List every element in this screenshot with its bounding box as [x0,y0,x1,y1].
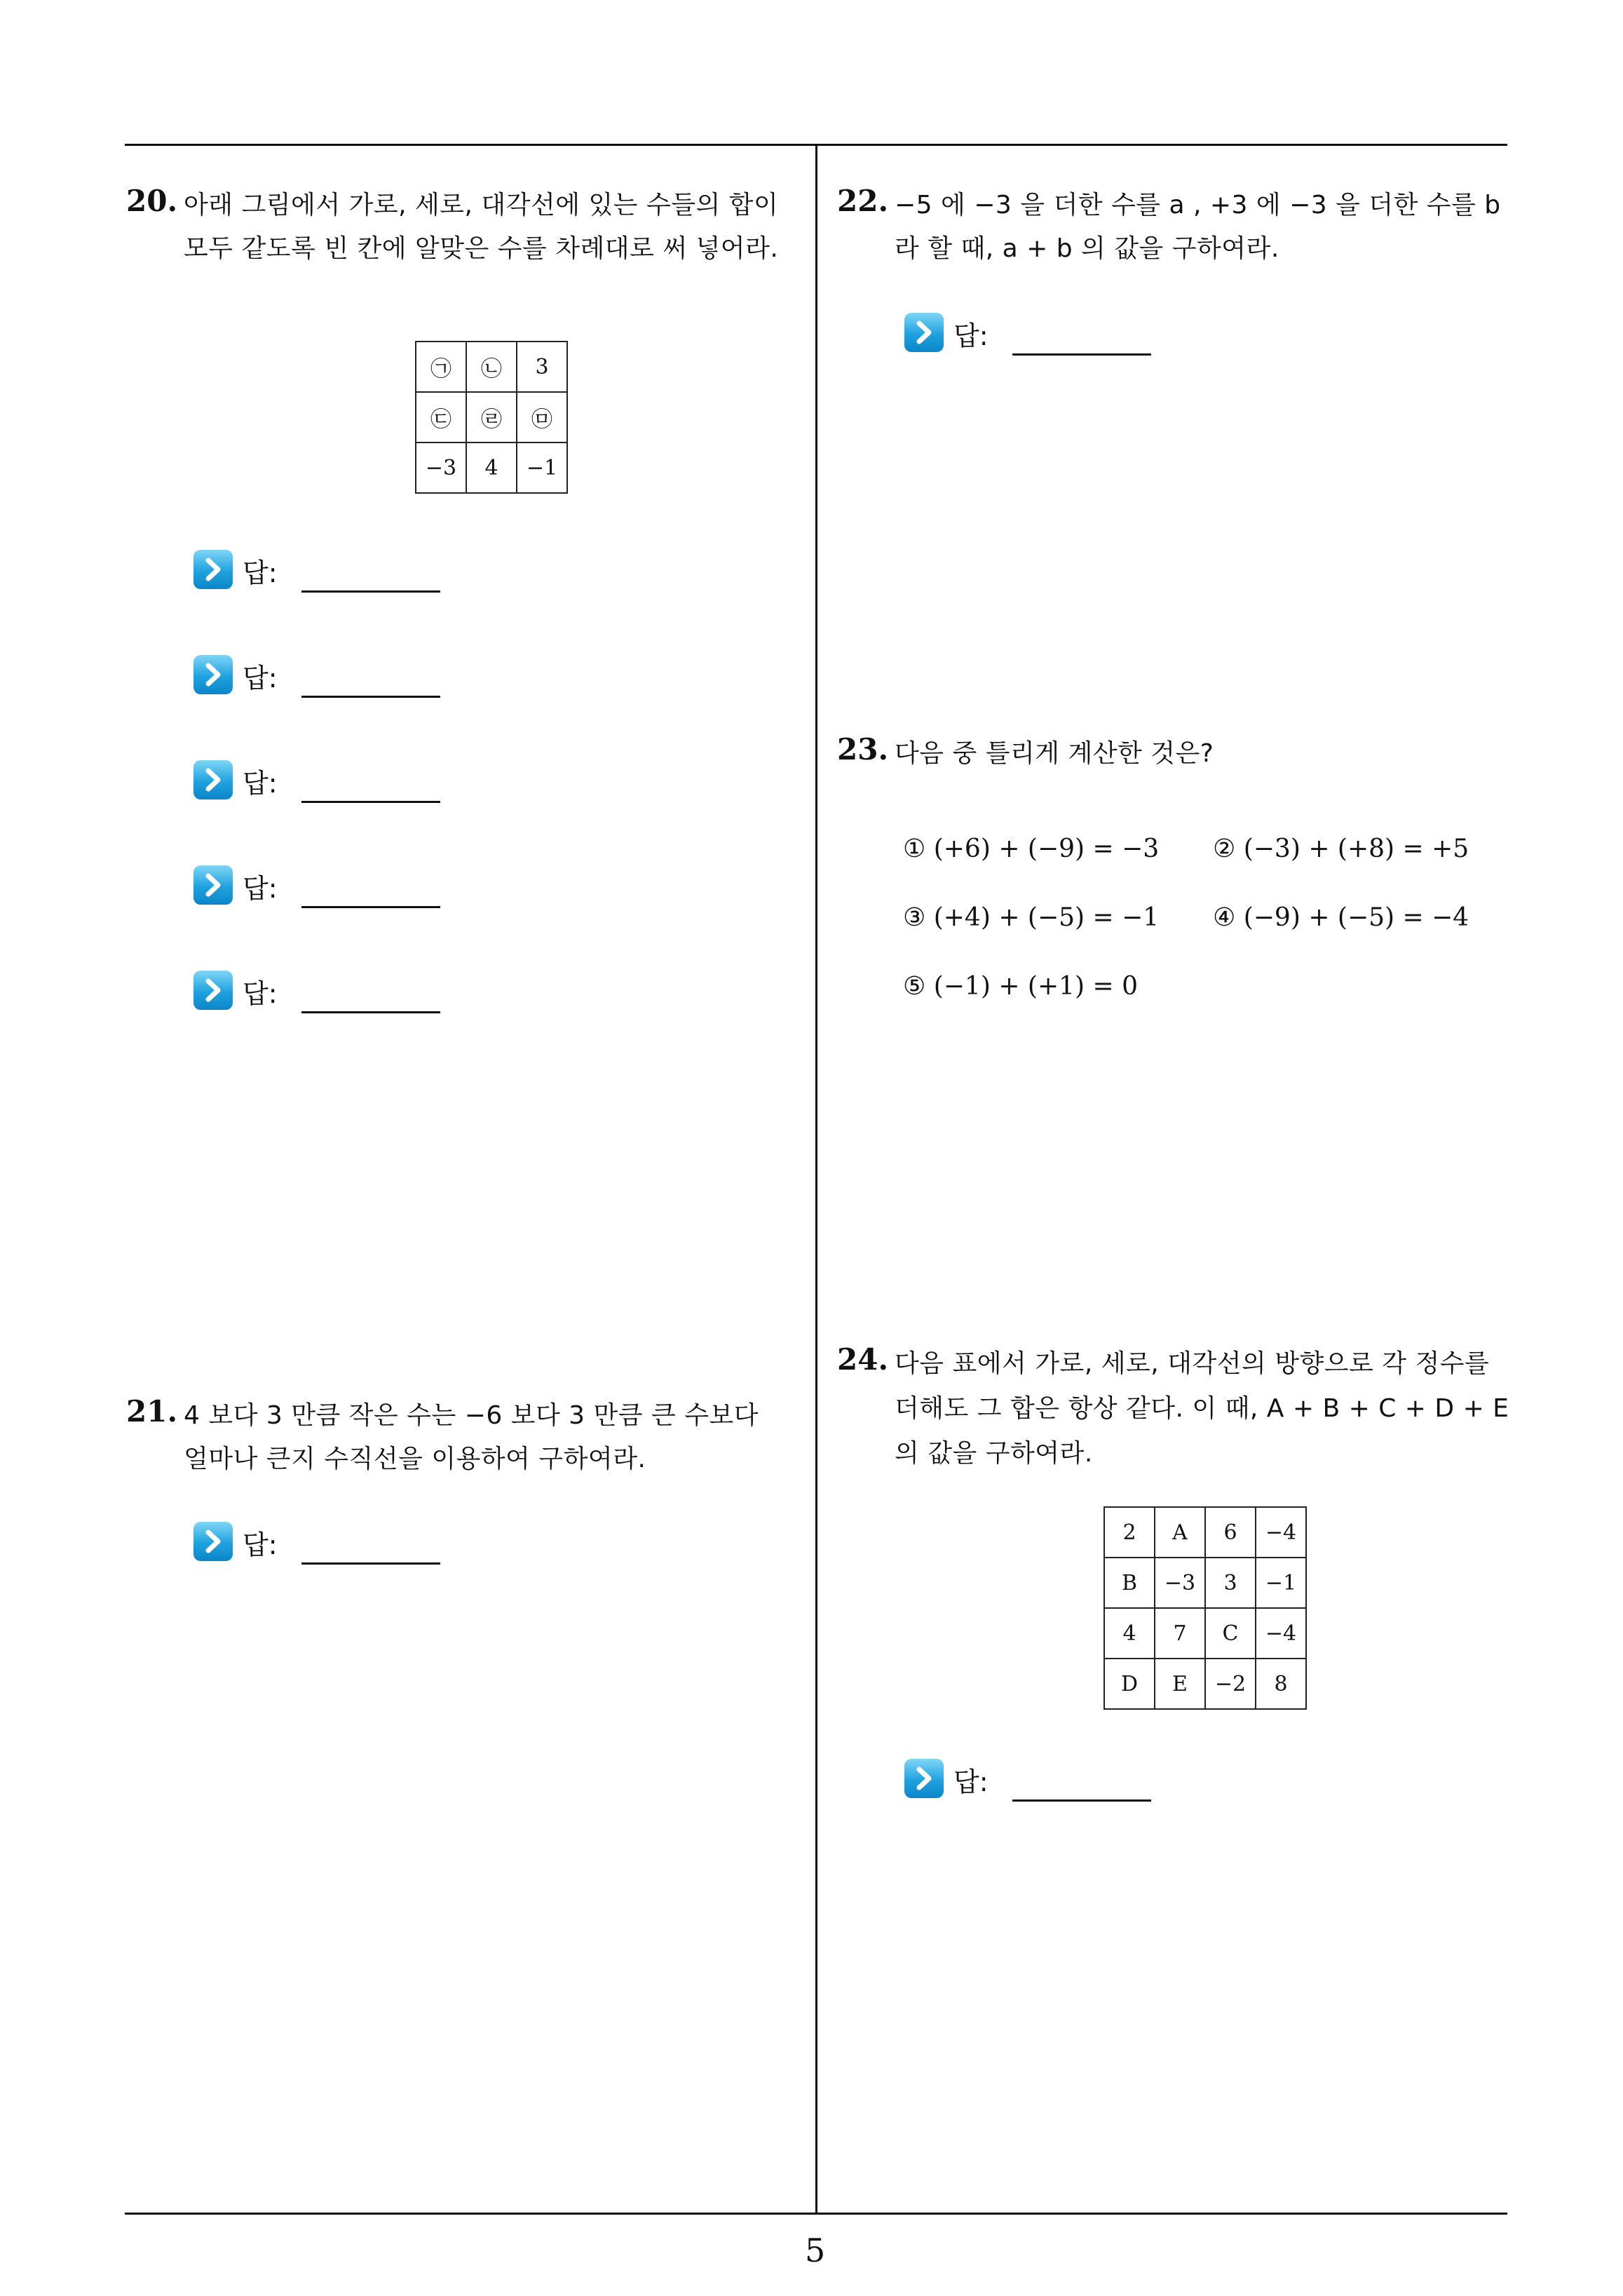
grid-cell: ㉤ [517,392,567,443]
chevron-right-icon [193,971,233,1010]
chevron-right-icon [904,1759,944,1798]
question-text-line-1: 다음 표에서 가로, 세로, 대각선의 방향으로 각 정수를 [895,1349,1490,1378]
answer-blank [301,696,440,698]
grid-cell: −2 [1205,1659,1256,1709]
choice-3[interactable]: ③ (+4) + (−5) = −1 [903,903,1160,932]
answer-blank [301,801,440,803]
answer-blank [301,1562,440,1565]
answer-blank [301,1011,440,1013]
grid-cell: −3 [416,443,466,493]
answer-blank [301,906,440,908]
grid-cell: 8 [1256,1659,1306,1709]
question-text-line-1: 아래 그림에서 가로, 세로, 대각선에 있는 수들의 합이 [184,191,779,220]
bottom-rule [125,2213,1507,2215]
question-number: 20. [126,184,178,218]
answer-label: 답: [243,663,278,694]
question-text: 다음 중 틀리게 계산한 것은? [895,739,1214,768]
chevron-right-icon [193,865,233,905]
grid-cell: 3 [517,342,567,392]
magic-square-3x3 [415,341,568,494]
grid-cell: 4 [466,443,517,493]
answer-label: 답: [953,320,989,351]
answer-blank [1012,353,1151,356]
chevron-right-icon [193,1522,233,1561]
chevron-right-icon [193,760,233,799]
question-number: 24. [837,1342,889,1377]
page-number: 5 [805,2231,826,2269]
question-number: 21. [126,1394,178,1429]
grid-cell: −3 [1155,1558,1205,1608]
question-text-line-2: 더해도 그 합은 항상 같다. 이 때, A + B + C + D + E [895,1394,1509,1423]
grid-cell: 4 [1104,1608,1155,1659]
grid-cell: ㉣ [466,392,517,443]
grid-cell: −4 [1256,1507,1306,1558]
grid-cell: E [1155,1659,1205,1709]
grid-cell: −1 [517,443,567,493]
grid-cell: −4 [1256,1608,1306,1659]
question-number: 23. [837,732,889,767]
question-text-line-1: 4 보다 3 만큼 작은 수는 −6 보다 3 만큼 큰 수보다 [184,1401,759,1430]
chevron-right-icon [904,313,944,352]
chevron-right-icon [193,550,233,589]
grid-cell: ㉡ [466,342,517,392]
column-divider [815,144,817,2213]
grid-cell: ㉠ [416,342,466,392]
integer-grid-4x4 [1103,1506,1307,1710]
question-number: 22. [837,184,889,218]
choice-2[interactable]: ② (−3) + (+8) = +5 [1213,835,1469,863]
question-text-line-1: −5 에 −3 을 더한 수를 a , +3 에 −3 을 더한 수를 b [895,191,1501,220]
question-text-line-2: 모두 같도록 빈 칸에 알맞은 수를 차례대로 써 넣어라. [184,234,779,263]
choice-5[interactable]: ⑤ (−1) + (+1) = 0 [903,972,1139,1001]
question-text-line-2: 라 할 때, a + b 의 값을 구하여라. [895,234,1279,263]
choice-1[interactable]: ① (+6) + (−9) = −3 [903,835,1160,863]
answer-label: 답: [953,1767,989,1797]
question-text-line-3: 의 값을 구하여라. [895,1439,1093,1468]
answer-label: 답: [243,873,278,904]
grid-cell: 7 [1155,1608,1205,1659]
grid-cell: C [1205,1608,1256,1659]
grid-cell: ㉢ [416,392,466,443]
grid-cell: 3 [1205,1558,1256,1608]
grid-cell: −1 [1256,1558,1306,1608]
grid-cell: B [1104,1558,1155,1608]
grid-cell: A [1155,1507,1205,1558]
answer-blank [301,590,440,593]
answer-label: 답: [243,978,278,1009]
choice-4[interactable]: ④ (−9) + (−5) = −4 [1213,903,1469,932]
grid-cell: 2 [1104,1507,1155,1558]
answer-label: 답: [243,1529,278,1560]
grid-cell: 6 [1205,1507,1256,1558]
answer-label: 답: [243,768,278,799]
question-text-line-2: 얼마나 큰지 수직선을 이용하여 구하여라. [184,1445,646,1473]
answer-blank [1012,1799,1151,1802]
grid-cell: D [1104,1659,1155,1709]
chevron-right-icon [193,655,233,694]
answer-label: 답: [243,558,278,588]
